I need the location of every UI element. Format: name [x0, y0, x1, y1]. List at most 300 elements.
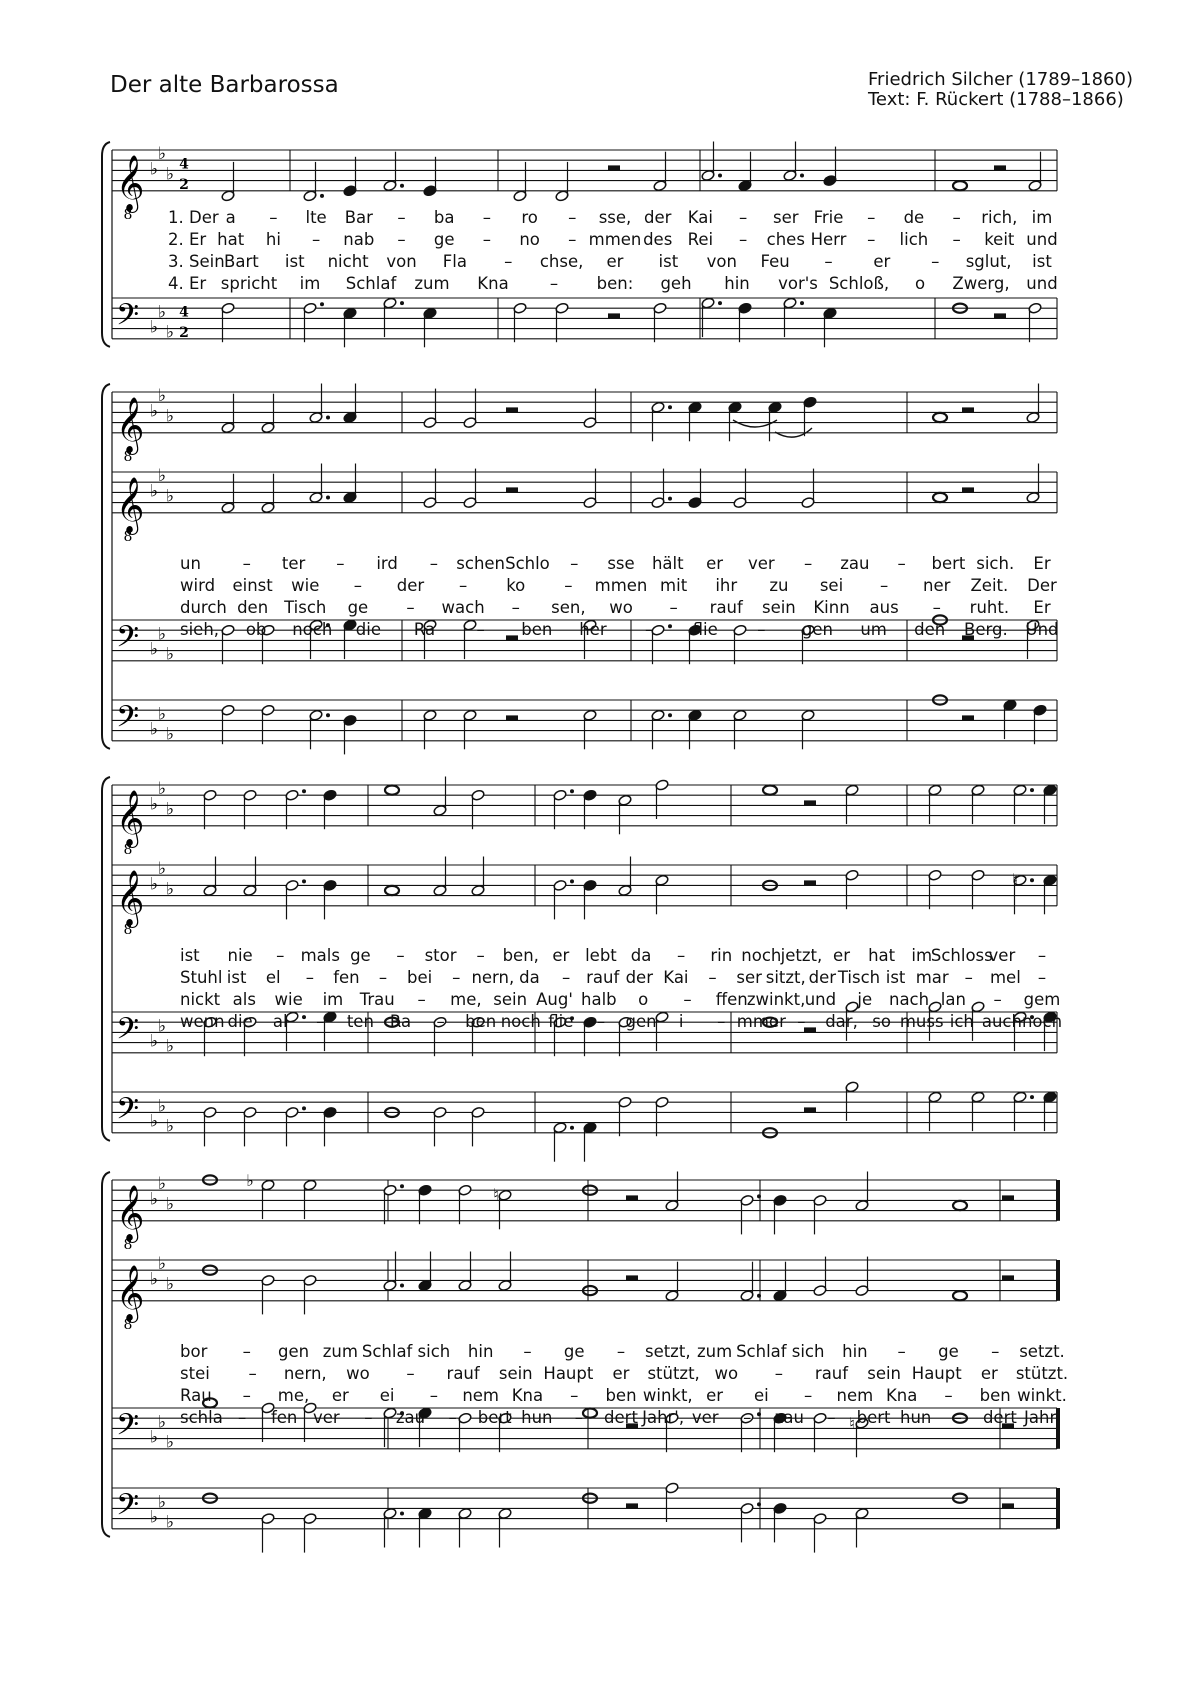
lyric-syllable: Stuhl [180, 968, 223, 987]
flat-sign: ♭ [150, 1111, 159, 1132]
lyric-syllable: nicht [327, 252, 369, 271]
clef-octave-marking: 8 [123, 921, 133, 938]
flat-sign: ♭ [166, 1274, 175, 1295]
lyric-syllable: Herr [810, 230, 847, 249]
lyric-syllable: Tisch [284, 598, 327, 617]
flat-sign: ♭ [166, 486, 175, 507]
lyric-syllable: – [738, 230, 748, 249]
lyric-syllable: nach [888, 990, 930, 1009]
lyric-syllable: Schloß, [828, 274, 890, 293]
lyric-syllable: – [669, 598, 678, 617]
lyric-syllable: – [276, 946, 285, 965]
lyric-syllable: Ra [413, 620, 436, 639]
lyric-syllable: – [448, 1408, 457, 1427]
lyric-syllable: spricht [220, 274, 278, 293]
lyric-syllable: Jahr', [642, 1408, 685, 1427]
lyric-syllable: sein [493, 990, 528, 1009]
lyric-syllable: – [803, 554, 813, 573]
half-rest [626, 1275, 638, 1280]
system-bracket [102, 777, 110, 1141]
lyric-syllable: 2. Er [168, 230, 207, 249]
lyric-syllable: mmen [594, 576, 648, 595]
lyric-syllable: mmer [736, 1012, 786, 1031]
lyric-syllable: fen [270, 1408, 298, 1427]
lyric-syllable: ches [766, 230, 805, 249]
lyric-syllable: – [991, 1342, 1000, 1361]
lyric-syllable: no [519, 230, 540, 249]
lyric-syllable: ist [885, 968, 906, 987]
lyric-syllable: ser [773, 208, 799, 227]
half-rest [962, 487, 974, 492]
lyric-syllable: ben: [596, 274, 634, 293]
lyric-syllable: er [606, 252, 624, 271]
lyric-syllable: – [952, 230, 961, 249]
lyric-syllable: – [964, 968, 973, 987]
lyric-syllable: ob [245, 620, 267, 639]
dot [570, 789, 574, 793]
lyric-syllable: mmen [588, 230, 642, 249]
lyric-syllable: gem [1023, 990, 1061, 1009]
lyric-syllable: Aug' [536, 990, 573, 1009]
lyric-syllable: Schlaf [345, 274, 397, 293]
lyric-syllable: von [386, 252, 417, 271]
lyric-syllable: geh [660, 274, 692, 293]
half-rest [506, 715, 518, 720]
clef-octave-marking: 8 [123, 528, 133, 545]
lyric-syllable: ten [346, 1012, 374, 1031]
lyric-syllable: Tisch [837, 968, 881, 987]
dot [757, 1194, 761, 1198]
dot [1030, 788, 1034, 792]
treble-clef-icon: 𝄞 [116, 789, 145, 846]
lyric-syllable: nickt [180, 990, 221, 1009]
lyric-syllable: von [706, 252, 737, 271]
lyric-syllable: wie [274, 990, 303, 1009]
lyric-syllable: – [738, 208, 748, 227]
bass-clef-icon: 𝄢 [116, 1488, 140, 1530]
lyric-syllable: rauf [586, 968, 620, 987]
lyricist-name: Text: F. Rückert (1788–1866) [868, 89, 1124, 110]
lyric-syllable: ei [379, 1386, 395, 1405]
half-rest [994, 165, 1006, 170]
flat-sign: ♭ [166, 406, 175, 427]
lyric-syllable: jetzt, [780, 946, 823, 965]
flat-sign: ♭ [150, 159, 159, 180]
lyric-syllable: sich [791, 1342, 825, 1361]
lyric-syllable: – [708, 968, 717, 987]
lyric-syllable: muss [899, 1012, 944, 1031]
lyric-syllable: sein [498, 1364, 533, 1383]
lyric-syllable: 4. Er [168, 274, 207, 293]
lyric-syllable: i [678, 1012, 684, 1031]
lyric-syllable: sse [607, 554, 635, 573]
lyric-syllable: – [717, 1012, 726, 1031]
lyric-syllable: des [643, 230, 673, 249]
lyric-syllable: zau [395, 1408, 426, 1427]
lyric-syllable: wie [291, 576, 320, 595]
lyric-syllable: mar [915, 968, 949, 987]
lyric-syllable: – [953, 1408, 962, 1427]
lyric-syllable: – [311, 230, 321, 249]
lyric-syllable: dert [604, 1408, 638, 1427]
lyric-syllable: wo [609, 598, 633, 617]
lyric-syllable: wird [180, 576, 216, 595]
dot [757, 1412, 761, 1416]
lyric-syllable: ver [312, 1408, 340, 1427]
lyric-syllable: ist [658, 252, 679, 271]
lyric-syllable: – [1037, 946, 1047, 965]
lyric-syllable: ge [938, 1342, 959, 1361]
system-bracket [102, 142, 110, 347]
system-bracket [102, 1172, 110, 1537]
lyric-syllable: stor [424, 946, 457, 965]
lyric-syllable: gen [625, 1012, 657, 1031]
dot [668, 405, 672, 409]
lyric-syllable: sei [819, 576, 844, 595]
flat-sign: ♭ [150, 1427, 159, 1448]
lyric-syllable: den [237, 598, 269, 617]
lyric-syllable: Zeit. [970, 576, 1009, 595]
lyric-syllable: – [564, 576, 573, 595]
lyric-syllable: – [397, 230, 406, 249]
treble-clef-icon: 𝄞 [116, 1264, 145, 1321]
lyric-syllable: dar, [825, 1012, 858, 1031]
lyric-syllable: den [914, 620, 946, 639]
lyric-syllable: bert [931, 554, 966, 573]
bass-clef-icon: 𝄢 [116, 1012, 140, 1054]
dot [1030, 1095, 1034, 1099]
lyric-syllable: – [429, 1386, 438, 1405]
lyric-syllable: – [397, 208, 406, 227]
lyric-syllable: rauf [814, 1364, 849, 1383]
lyric-syllable: im [299, 274, 321, 293]
bass-clef-icon: 𝄢 [116, 700, 140, 742]
flat-sign: ♭ [150, 719, 159, 740]
dot [718, 301, 722, 305]
lyric-syllable: schen [456, 554, 506, 573]
lyric-syllable: ge [350, 946, 371, 965]
lyric-syllable: – [248, 1364, 257, 1383]
page-title: Der alte Barbarossa [110, 72, 339, 98]
dot [400, 1284, 404, 1288]
lyric-syllable: ver [747, 554, 775, 573]
lyric-syllable: – [931, 252, 940, 271]
lyric-syllable: bei [407, 968, 433, 987]
dot [668, 497, 672, 501]
time-signature-numerator: 4 [179, 156, 189, 173]
lyric-syllable: Rei [687, 230, 714, 249]
system-bracket [102, 384, 110, 749]
lyric-syllable: – [511, 598, 520, 617]
whole-note [953, 1291, 967, 1300]
lyric-syllable: Kna [511, 1386, 544, 1405]
lyric-syllable: ruht. [969, 598, 1010, 617]
half-rest [962, 407, 974, 412]
lyric-syllable: Bart [224, 252, 259, 271]
lyric-syllable: hin [724, 274, 750, 293]
lyric-syllable: ben [605, 1386, 637, 1405]
lyric-syllable: stützt, [647, 1364, 700, 1383]
clef-octave-marking: 8 [123, 1236, 133, 1253]
lyric-syllable: – [743, 1408, 752, 1427]
lyric-syllable: – [570, 1386, 579, 1405]
dot [320, 302, 324, 306]
lyric-syllable: sich [417, 1342, 451, 1361]
flat-sign: ♭ [150, 794, 159, 815]
flat-sign: ♭ [166, 322, 175, 343]
lyric-syllable: er [980, 1364, 998, 1383]
lyric-syllable: – [568, 208, 577, 227]
lyric-syllable: zwinkt, [746, 990, 806, 1009]
lyric-syllable: – [570, 554, 579, 573]
treble-clef-icon: 𝄞 [116, 396, 145, 453]
whole-note [763, 786, 777, 795]
lyric-syllable: – [237, 1408, 247, 1427]
lyric-syllable: ben [979, 1386, 1011, 1405]
lyric-syllable: der [396, 576, 425, 595]
lyric-syllable: – [242, 1386, 251, 1405]
lyric-syllable: – [827, 1408, 836, 1427]
lyric-syllable: noch [741, 946, 782, 965]
half-rest [626, 1195, 638, 1200]
lyric-syllable: o [914, 274, 926, 293]
lyric-syllable: so [872, 1012, 891, 1031]
lyric-syllable: me, [277, 1386, 310, 1405]
lyric-syllable: ver [988, 946, 1016, 965]
lyric-syllable: – [867, 230, 876, 249]
lyric-syllable: – [944, 1386, 953, 1405]
natural-sign: ♮ [849, 1414, 855, 1433]
lyric-syllable: ist [284, 252, 305, 271]
lyric-syllable: er [706, 1386, 724, 1405]
lyric-syllable: im [911, 946, 933, 965]
lyric-syllable: zum [414, 274, 450, 293]
lyric-syllable: – [824, 252, 833, 271]
whole-note [385, 886, 399, 895]
treble-clef-icon: 𝄞 [116, 154, 145, 211]
lyric-syllable: winkt. [1017, 1386, 1067, 1405]
lyric-syllable: Bar [344, 208, 373, 227]
lyric-syllable: aus [869, 598, 899, 617]
lyric-syllable: – [568, 230, 577, 249]
flat-sign: ♭ [158, 779, 167, 800]
bass-clef-icon: 𝄢 [116, 298, 140, 340]
lyric-syllable: winkt, [642, 1386, 693, 1405]
treble-clef-icon: 𝄞 [116, 869, 145, 926]
lyric-syllable: stei [180, 1364, 210, 1383]
lyric-syllable: je [857, 990, 873, 1009]
lyric-syllable: hält [651, 554, 684, 573]
lyric-syllable: vor's [778, 274, 818, 293]
dot [718, 174, 722, 178]
flat-sign: ♭ [150, 1189, 159, 1210]
lyric-syllable: und [804, 990, 837, 1009]
lyric-syllable: – [452, 968, 461, 987]
lyric-syllable: hi [265, 230, 281, 249]
lyric-syllable: hat [868, 946, 896, 965]
lyric-syllable: zau [774, 1408, 805, 1427]
half-rest [804, 880, 816, 885]
lyric-syllable: – [436, 1012, 445, 1031]
lyric-syllable: hin [467, 1342, 494, 1361]
flat-sign: ♭ [166, 879, 175, 900]
half-rest [804, 800, 816, 805]
whole-note [933, 493, 947, 502]
lyric-syllable: – [482, 208, 492, 227]
dot [668, 624, 672, 628]
lyric-syllable: setzt. [1019, 1342, 1065, 1361]
lyric-syllable: ge [347, 598, 369, 617]
flat-sign: ♭ [246, 1171, 254, 1190]
half-rest [608, 313, 620, 318]
lyric-syllable: al [272, 1012, 288, 1031]
flat-sign: ♭ [158, 859, 167, 880]
dot [326, 416, 330, 420]
lyric-syllable: Schlaf [361, 1342, 413, 1361]
flat-sign: ♭ [166, 1116, 175, 1137]
lyric-syllable: im [1031, 208, 1053, 227]
lyric-syllable: nern, [283, 1364, 327, 1383]
dot [302, 789, 306, 793]
lyric-syllable: wach [441, 598, 485, 617]
lyric-syllable: Haupt [543, 1364, 594, 1383]
lyric-syllable: – [803, 1386, 813, 1405]
lyric-syllable: – [867, 208, 876, 227]
treble-clef-icon: 𝄞 [116, 476, 145, 533]
lyric-syllable: Jahr. [1024, 1408, 1060, 1427]
lyric-syllable: – [429, 554, 438, 573]
lyric-syllable: der [643, 208, 672, 227]
lyric-syllable: halb [581, 990, 617, 1009]
lyric-syllable: Schloss [930, 946, 993, 965]
lyric-syllable: lebt [585, 946, 617, 965]
lyric-syllable: – [616, 1342, 626, 1361]
dot [800, 174, 804, 178]
lyric-syllable: Kna [885, 1386, 918, 1405]
lyric-syllable: Zwerg, [952, 274, 1010, 293]
lyric-syllable: er [873, 252, 891, 271]
lyric-syllable: ver [691, 1408, 719, 1427]
lyric-syllable: sieh, [180, 620, 220, 639]
lyric-syllable: – [574, 1408, 584, 1427]
lyric-syllable: – [336, 554, 345, 573]
lyric-syllable: el [265, 968, 281, 987]
time-signature-numerator: 4 [179, 304, 189, 321]
lyric-syllable: zum [322, 1342, 358, 1361]
bass-clef-icon: 𝄢 [116, 620, 140, 662]
lyric-syllable: ihr [715, 576, 738, 595]
lyric-syllable: ben [521, 620, 553, 639]
lyric-syllable: zau [840, 554, 870, 573]
lyric-syllable: lan [940, 990, 966, 1009]
lyric-syllable: stützt. [1015, 1364, 1069, 1383]
lyric-syllable: chse, [539, 252, 584, 271]
clef-octave-marking: 8 [123, 841, 133, 858]
half-rest [1002, 1275, 1014, 1280]
lyric-syllable: und [1026, 274, 1058, 293]
lyric-syllable: sich. [976, 554, 1015, 573]
lyric-syllable: sse, [598, 208, 632, 227]
time-signature-denominator: 2 [179, 324, 189, 341]
lyric-syllable: – [305, 968, 314, 987]
lyric-syllable: hun [521, 1408, 553, 1427]
lyric-syllable: als [232, 990, 256, 1009]
dot [302, 1106, 306, 1110]
lyric-syllable: ist [180, 946, 200, 965]
lyric-syllable: bert [477, 1408, 512, 1427]
lyric-syllable: er [706, 554, 724, 573]
lyric-syllable: – [242, 1342, 251, 1361]
lyric-syllable: – [1037, 968, 1047, 987]
lyric-syllable: rauf [446, 1364, 480, 1383]
lyric-syllable: – [549, 274, 559, 293]
lyric-syllable: bert [856, 1408, 891, 1427]
flat-sign: ♭ [150, 1507, 159, 1528]
whole-note [583, 1409, 597, 1418]
lyric-syllable: Frie [813, 208, 844, 227]
lyric-syllable: – [242, 554, 251, 573]
flat-sign: ♭ [166, 1512, 175, 1533]
dot [400, 184, 404, 188]
lyric-syllable: wenn [180, 1012, 225, 1031]
flat-sign: ♭ [158, 302, 167, 323]
lyric-syllable: setzt, [644, 1342, 691, 1361]
lyric-syllable: Kai [663, 968, 689, 987]
dot [326, 496, 330, 500]
natural-sign: ♮ [1012, 870, 1018, 889]
dot [326, 713, 330, 717]
lyric-syllable: her [579, 620, 607, 639]
lyric-syllable: die [355, 620, 381, 639]
lyric-syllable: Kna [477, 274, 509, 293]
dot [320, 194, 324, 198]
lyric-syllable: rich, [981, 208, 1018, 227]
lyric-syllable: – [561, 968, 571, 987]
lyric-syllable: ben, [502, 946, 539, 965]
dot [800, 301, 804, 305]
lyric-syllable: rauf [709, 598, 743, 617]
lyric-syllable: bor [180, 1342, 208, 1361]
lyric-syllable: – [504, 252, 513, 271]
lyric-syllable: nie [227, 946, 253, 965]
lyric-syllable: Der [1027, 576, 1057, 595]
bass-clef-icon: 𝄢 [116, 1092, 140, 1134]
lyric-syllable: um [860, 620, 887, 639]
final-barline [1056, 1180, 1060, 1221]
lyric-syllable: 3. Sein [168, 252, 225, 271]
dot [1030, 878, 1034, 882]
lyric-syllable: ei [753, 1386, 769, 1405]
lyric-syllable: – [459, 576, 468, 595]
lyric-syllable: ner [923, 576, 951, 595]
flat-sign: ♭ [158, 144, 167, 165]
lyric-syllable: ge [433, 230, 455, 249]
half-rest [994, 313, 1006, 318]
half-rest [804, 1027, 816, 1032]
final-barline [1056, 1260, 1060, 1301]
lyric-syllable: lich [899, 230, 929, 249]
lyric-syllable: ter [281, 554, 306, 573]
lyric-syllable: ge [563, 1342, 585, 1361]
lyric-syllable: ser [736, 968, 762, 987]
lyric-syllable: Schlo [505, 554, 550, 573]
lyric-syllable: – [596, 1012, 606, 1031]
slur [733, 420, 777, 427]
lyric-syllable: hat [217, 230, 245, 249]
lyric-syllable: der [625, 968, 654, 987]
lyric-syllable: zum [696, 1342, 733, 1361]
flat-sign: ♭ [166, 1036, 175, 1057]
